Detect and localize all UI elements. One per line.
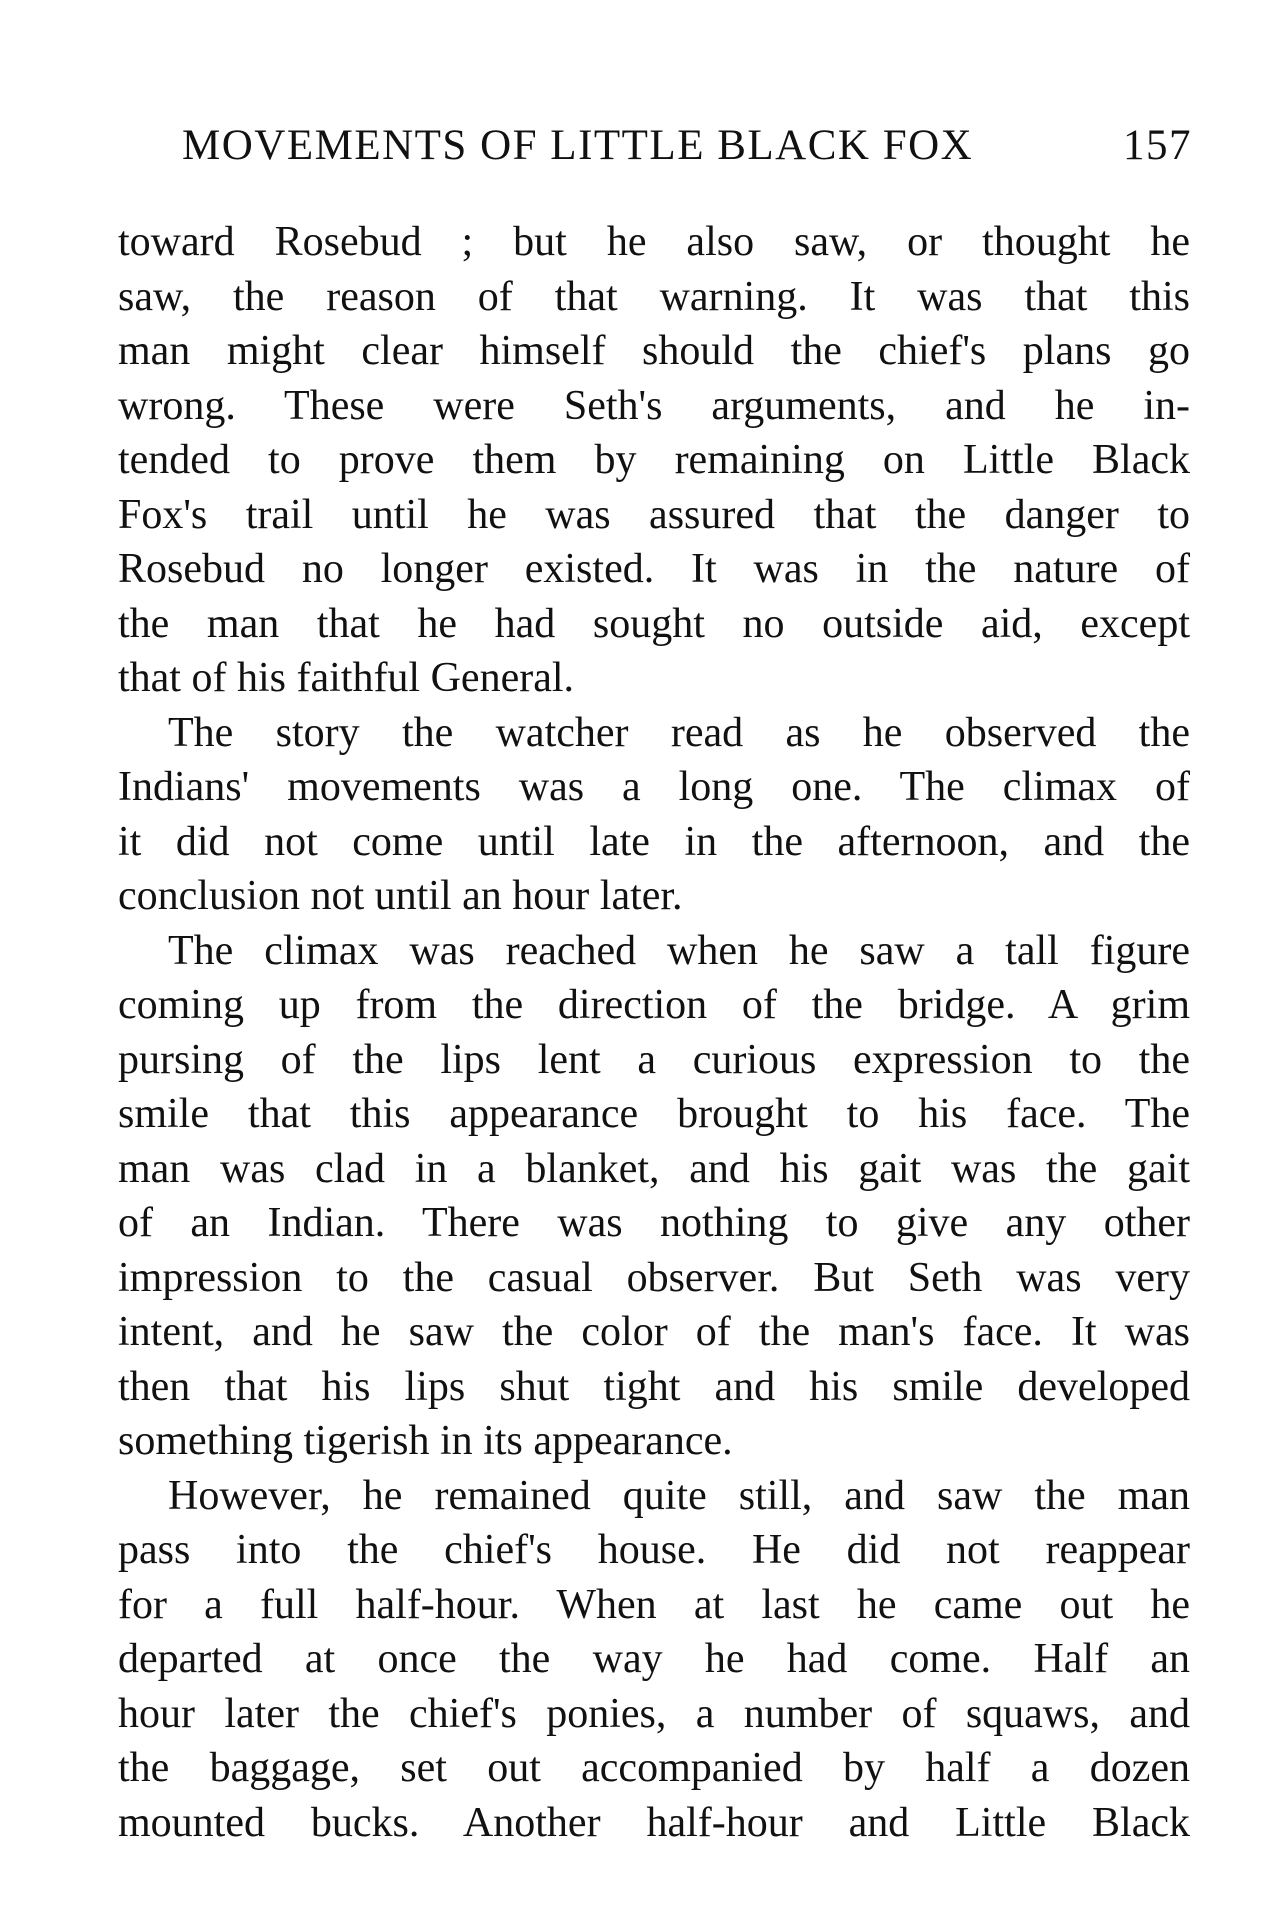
- text-line: coming up from the direction of the bridge. A grim: [118, 982, 1190, 1028]
- text-line: impression to the casual observer. But Seth was very: [118, 1254, 1190, 1301]
- text-line: toward Rosebud ; but he also saw, or thought he: [118, 219, 1190, 265]
- paragraph: [118, 215, 1190, 706]
- text-line: smile that this appearance brought to his face. The: [118, 1091, 1190, 1137]
- paragraph: [118, 1469, 1190, 1851]
- text-line: it did not come until late in the afternoon, and the: [118, 818, 1190, 865]
- page-number: 157: [1123, 122, 1192, 169]
- chapter-title: MOVEMENTS OF LITTLE BLACK FOX: [182, 122, 974, 169]
- text-line: the baggage, set out accompanied by half a dozen: [118, 1745, 1190, 1791]
- text-line: something tigerish in its appearance.: [118, 1418, 733, 1464]
- text-line: However, he remained quite still, and saw the man: [168, 1472, 1190, 1519]
- text-line: pursing of the lips lent a curious expression to the: [118, 1036, 1190, 1083]
- text-line: then that his lips shut tight and his smile developed: [118, 1363, 1190, 1410]
- text-line: for a full half-hour. When at last he came out he: [118, 1581, 1190, 1628]
- text-line: hour later the chief's ponies, a number of squaws, and: [118, 1690, 1190, 1737]
- text-line: wrong. These were Seth's arguments, and he in-: [118, 382, 1190, 429]
- text-line: man was clad in a blanket, and his gait was the gait: [118, 1145, 1190, 1192]
- text-line: The climax was reached when he saw a tall figure: [168, 927, 1190, 974]
- paragraph: [118, 706, 1190, 924]
- text-line: the man that he had sought no outside aid, except: [118, 600, 1190, 647]
- text-line: that of his faithful General.: [118, 655, 575, 701]
- text-line: departed at once the way he had come. Half an: [118, 1636, 1190, 1682]
- text-line: mounted bucks. Another half-hour and Little Black: [118, 1799, 1190, 1846]
- text-line: Fox's trail until he was assured that the danger to: [118, 491, 1190, 538]
- text-line: man might clear himself should the chief's plans go: [118, 328, 1190, 374]
- text-line: of an Indian. There was nothing to give any other: [118, 1200, 1190, 1246]
- running-head: [182, 122, 1192, 170]
- paragraph: [118, 924, 1190, 1469]
- text-line: Indians' movements was a long one. The climax of: [118, 764, 1190, 810]
- text-line: Rosebud no longer existed. It was in the nature of: [118, 546, 1190, 592]
- body-text: [118, 215, 1190, 1850]
- text-line: pass into the chief's house. He did not reappear: [118, 1527, 1190, 1573]
- text-line: saw, the reason of that warning. It was that this: [118, 273, 1190, 320]
- text-line: intent, and he saw the color of the man's face. It was: [118, 1309, 1190, 1355]
- text-line: conclusion not until an hour later.: [118, 873, 683, 919]
- text-line: The story the watcher read as he observed the: [168, 709, 1190, 756]
- text-line: tended to prove them by remaining on Little Black: [118, 437, 1190, 483]
